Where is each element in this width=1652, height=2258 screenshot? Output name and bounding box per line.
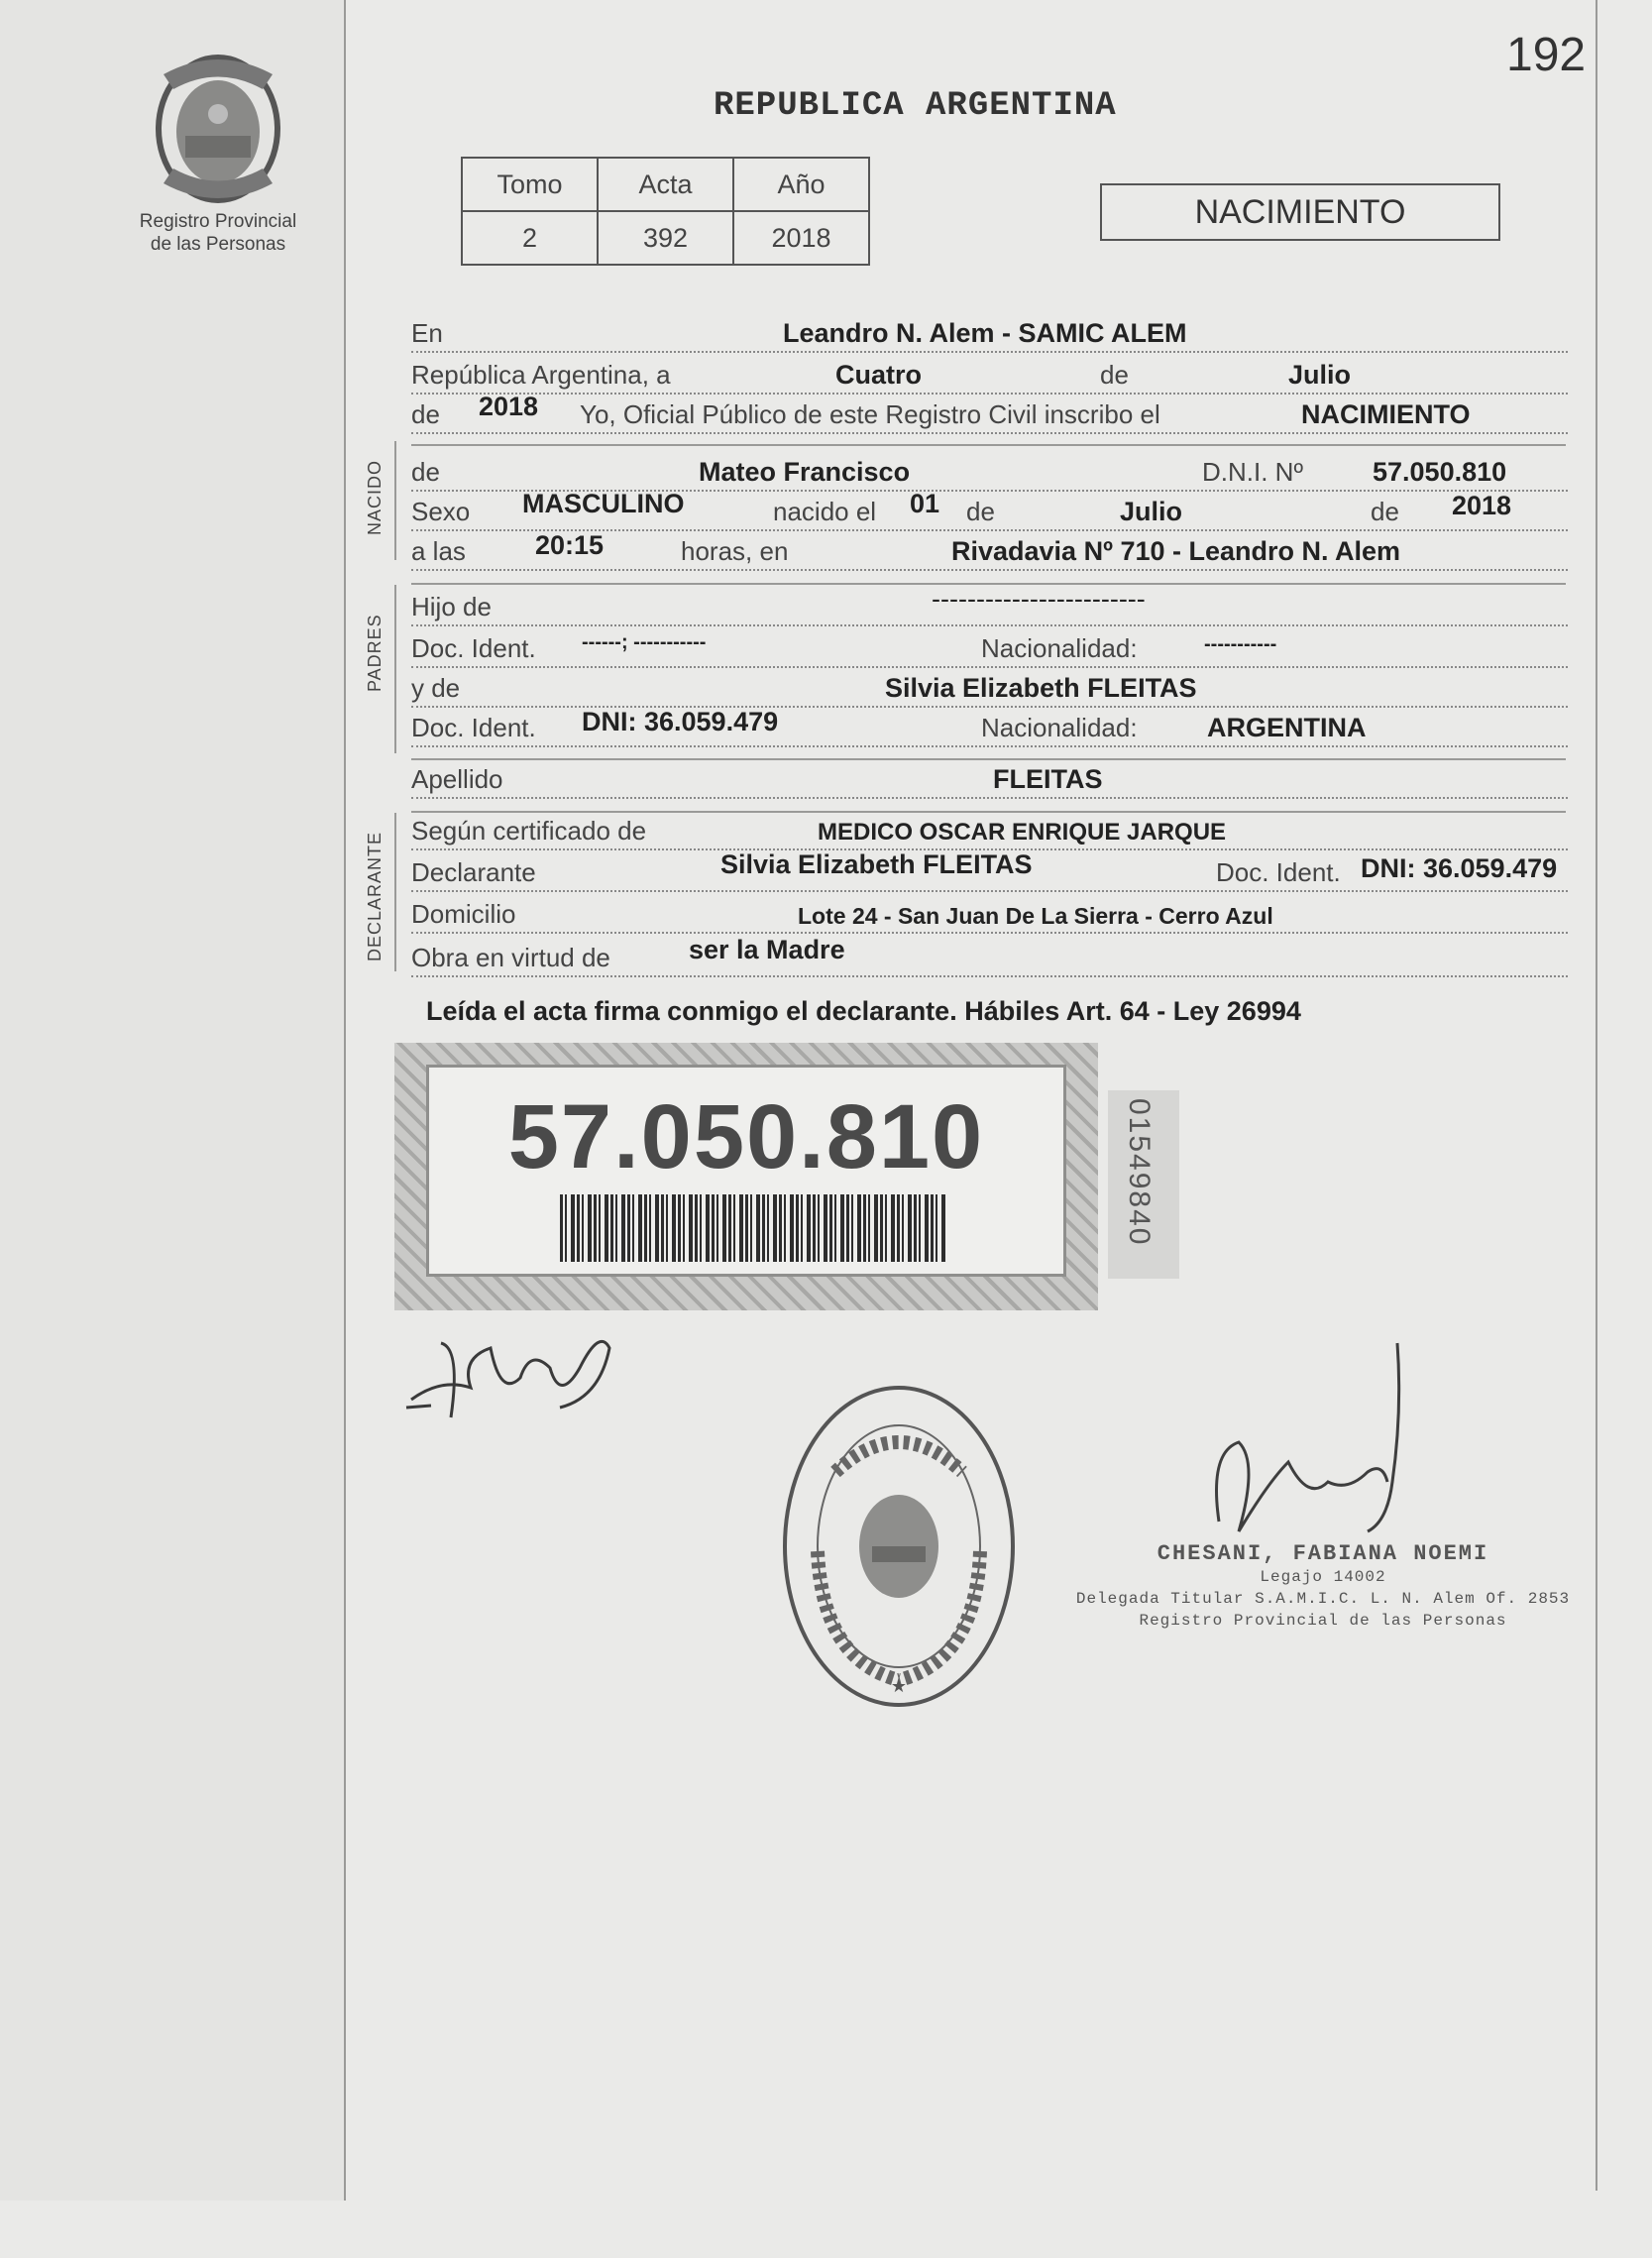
date-day: Cuatro	[835, 360, 922, 390]
birth-year: 2018	[1452, 491, 1512, 520]
nacido-name: Mateo Francisco	[699, 457, 911, 487]
apellido-value: FLEITAS	[993, 764, 1103, 794]
nacido-sex-row	[411, 489, 1568, 531]
inscription-text: Yo, Oficial Público de este Registro Civil inscribo el	[580, 399, 1160, 429]
official-cargo: Delegada Titular S.A.M.I.C. L. N. Alem Of. 2853	[1075, 1590, 1571, 1608]
inscription-row	[411, 392, 1568, 434]
birth-de2-label: de	[1371, 497, 1403, 527]
madre-value: Silvia Elizabeth FLEITAS	[885, 673, 1197, 703]
doc2-label: Doc. Ident.	[411, 713, 540, 743]
sexo-value: MASCULINO	[522, 489, 685, 518]
logo-caption-line2: de las Personas	[150, 234, 286, 255]
year-de-label: de	[411, 399, 444, 430]
certificado-label: Según certificado de	[411, 816, 650, 847]
svg-text:★: ★	[890, 1676, 908, 1696]
official-name: CHESANI, FABIANA NOEMI	[1156, 1541, 1489, 1566]
margin-line	[344, 0, 346, 2201]
declarante-signature	[401, 1308, 629, 1437]
official-signature-block	[1075, 1541, 1571, 1632]
dni-sticker	[394, 1043, 1098, 1310]
inscription-value: NACIMIENTO	[1301, 399, 1471, 429]
record-type-box: NACIMIENTO	[1100, 183, 1500, 241]
official-signature	[1199, 1333, 1427, 1551]
section-label-nacido: NACIDO	[365, 459, 385, 535]
nacido-time-row	[411, 530, 1568, 571]
padre-value: ------------------------	[932, 584, 1146, 614]
certificado-value: MEDICO OSCAR ENRIQUE JARQUE	[818, 819, 1227, 846]
date-row	[411, 357, 1568, 395]
nacido-dni: 57.050.810	[1373, 457, 1507, 487]
sexo-label: Sexo	[411, 497, 474, 527]
section-label-padres: PADRES	[365, 614, 385, 692]
table-header-acta: Acta	[598, 158, 733, 211]
inscription-year: 2018	[479, 392, 539, 421]
doc1-label: Doc. Ident.	[411, 633, 540, 664]
dni-sticker-number: 57.050.810	[507, 1086, 985, 1187]
declarante-row	[411, 849, 1568, 892]
dni-sticker-inner	[426, 1065, 1066, 1277]
doc2-row	[411, 707, 1568, 747]
doc2-value: DNI: 36.059.479	[582, 707, 779, 736]
separator-apellido-top	[411, 758, 1566, 760]
nac1-value: -----------	[1204, 633, 1277, 655]
nacido-name-row	[411, 454, 1568, 492]
nac2-label: Nacionalidad:	[981, 713, 1142, 743]
official-registro: Registro Provincial de las Personas	[1139, 1612, 1507, 1630]
table-value-acta: 392	[598, 211, 733, 265]
section-label-declarante: DECLARANTE	[365, 831, 385, 961]
domicilio-row	[411, 896, 1568, 934]
nacido-bracket	[394, 441, 396, 560]
doc1-value: ------; -----------	[582, 631, 707, 653]
registry-table	[461, 157, 870, 266]
declarante-doc-label: Doc. Ident.	[1216, 857, 1345, 888]
registry-seal	[778, 1383, 1021, 1710]
apellido-row	[411, 761, 1568, 799]
birth-place: Rivadavia Nº 710 - Leandro N. Alem	[951, 536, 1401, 566]
left-margin	[0, 0, 344, 2201]
page-number: 192	[1506, 29, 1587, 81]
birth-de1-label: de	[966, 497, 999, 527]
birth-month: Julio	[1120, 497, 1183, 526]
declarante-bracket	[394, 813, 396, 971]
doc1-row	[411, 630, 1568, 668]
obra-label: Obra en virtud de	[411, 943, 614, 973]
declarante-value: Silvia Elizabeth FLEITAS	[720, 849, 1033, 879]
separator-nacido-top	[411, 444, 1566, 446]
official-legajo: Legajo 14002	[1260, 1568, 1386, 1586]
birth-day: 01	[910, 489, 940, 518]
misiones-coat-of-arms-logo	[144, 45, 292, 213]
domicilio-value: Lote 24 - San Juan De La Sierra - Cerro Azul	[798, 903, 1273, 929]
nacido-de-label: de	[411, 457, 444, 488]
logo-caption-line1: Registro Provincial	[139, 211, 297, 232]
date-de-label: de	[1100, 360, 1133, 391]
closing-statement: Leída el acta firma conmigo el declarante. Hábiles Art. 64 - Ley 26994	[426, 996, 1301, 1026]
logo-caption	[109, 210, 327, 256]
nac2-value: ARGENTINA	[1207, 713, 1367, 742]
nacido-el-label: nacido el	[773, 497, 880, 527]
y-de-label: y de	[411, 673, 464, 704]
declarante-doc-value: DNI: 36.059.479	[1361, 853, 1558, 883]
place-value: Leandro N. Alem - SAMIC ALEM	[783, 318, 1187, 348]
declarante-label: Declarante	[411, 857, 540, 888]
place-row	[411, 315, 1568, 353]
date-month: Julio	[1288, 360, 1352, 390]
padres-bracket	[394, 585, 396, 753]
barcode	[560, 1194, 946, 1262]
right-edge-line	[1596, 0, 1597, 2191]
certificado-row	[411, 813, 1568, 850]
apellido-label: Apellido	[411, 764, 507, 795]
horas-en-label: horas, en	[681, 536, 792, 567]
obra-row	[411, 935, 1568, 977]
nacido-dni-label: D.N.I. Nº	[1202, 457, 1307, 488]
madre-row	[411, 670, 1568, 708]
table-value-tomo: 2	[462, 211, 598, 265]
hijo-de-label: Hijo de	[411, 592, 496, 622]
a-las-label: a las	[411, 536, 470, 567]
nac1-label: Nacionalidad:	[981, 633, 1142, 664]
table-header-anio: Año	[733, 158, 869, 211]
serial-strip	[1108, 1090, 1179, 1279]
header-title: REPUBLICA ARGENTINA	[714, 87, 1117, 125]
padre-row	[411, 584, 1568, 626]
birth-time: 20:15	[535, 530, 605, 560]
serial-number: 01549840	[1123, 1098, 1156, 1247]
table-header-tomo: Tomo	[462, 158, 598, 211]
obra-value: ser la Madre	[689, 935, 845, 964]
domicilio-label: Domicilio	[411, 899, 519, 930]
place-label: En	[411, 318, 447, 349]
table-value-anio: 2018	[733, 211, 869, 265]
date-rep-label: República Argentina, a	[411, 360, 675, 391]
